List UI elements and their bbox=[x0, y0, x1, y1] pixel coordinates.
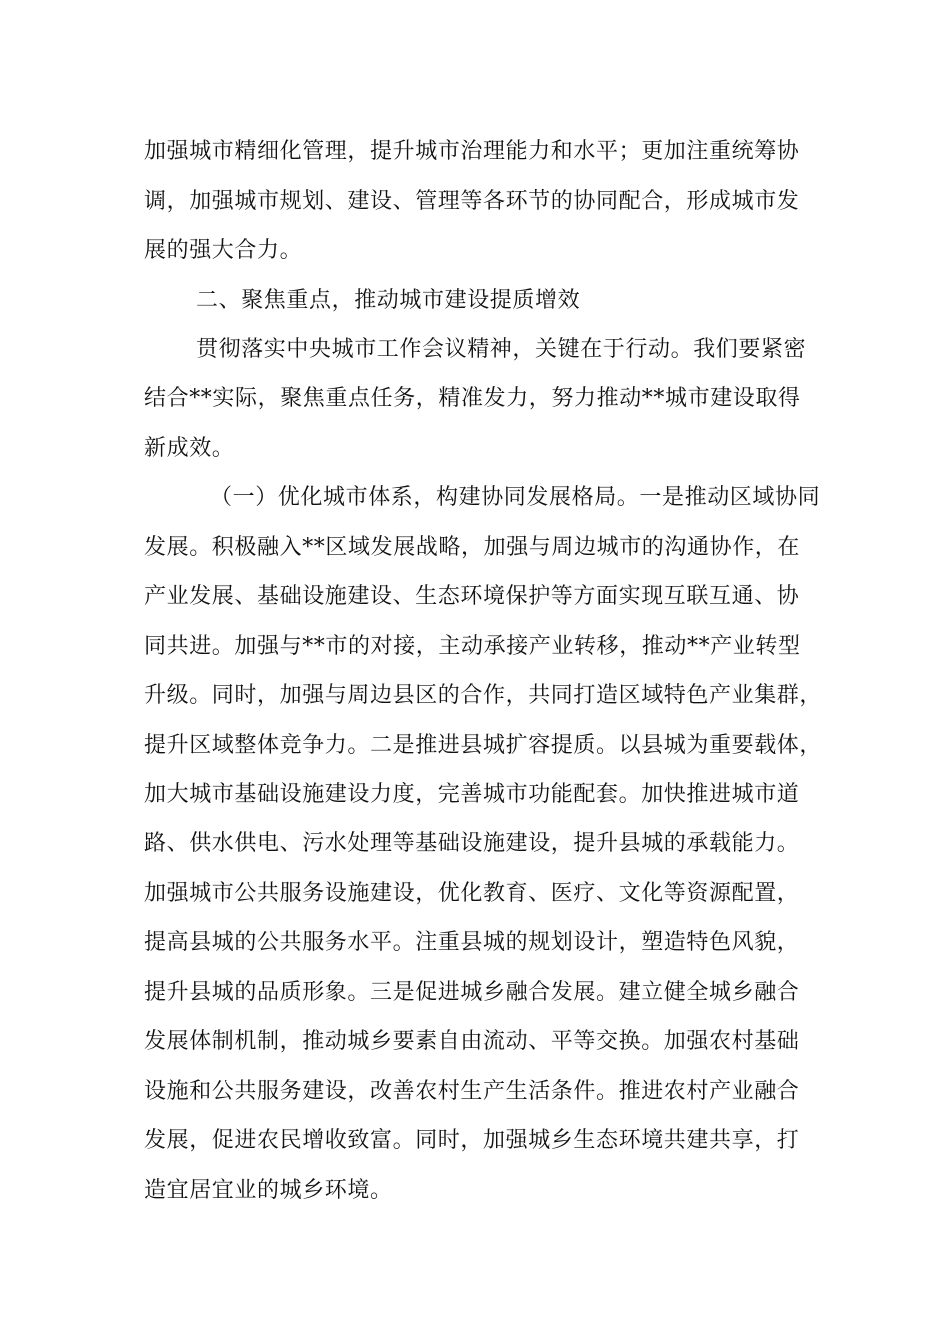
text-line: 加强城市精细化管理，提升城市治理能力和水平；更加注重统筹协 bbox=[144, 139, 800, 164]
section-heading: 二、聚焦重点，推动城市建设提质增效 bbox=[196, 288, 581, 313]
text-line: 造宜居宜业的城乡环境。 bbox=[144, 1178, 393, 1203]
text-line: 新成效。 bbox=[144, 436, 235, 461]
text-line: 加大城市基础设施建设力度，完善城市功能配套。加快推进城市道 bbox=[144, 782, 800, 807]
text-line: 提升县城的品质形象。三是促进城乡融合发展。建立健全城乡融合 bbox=[144, 980, 800, 1005]
text-line: 结合**实际，聚焦重点任务，精准发力，努力推动**城市建设取得 bbox=[144, 386, 801, 411]
text-line: 调，加强城市规划、建设、管理等各环节的协同配合，形成城市发 bbox=[144, 189, 800, 214]
subsection-heading: （一）优化城市体系，构建协同发展格局。一是推动区域协同 bbox=[210, 485, 821, 510]
text-line: 升级。同时，加强与周边县区的合作，共同打造区域特色产业集群， bbox=[144, 683, 823, 708]
text-line: 展的强大合力。 bbox=[144, 238, 303, 263]
text-line: 提高县城的公共服务水平。注重县城的规划设计，塑造特色风貌， bbox=[144, 930, 800, 955]
text-line: 路、供水供电、污水处理等基础设施建设，提升县城的承载能力。 bbox=[144, 831, 800, 856]
text-line: 同共进。加强与**市的对接，主动承接产业转移，推动**产业转型 bbox=[144, 634, 801, 659]
text-line: 产业发展、基础设施建设、生态环境保护等方面实现互联互通、协 bbox=[144, 584, 800, 609]
text-line: 贯彻落实中央城市工作会议精神，关键在于行动。我们要紧密 bbox=[196, 337, 807, 362]
text-line: 设施和公共服务建设，改善农村生产生活条件。推进农村产业融合 bbox=[144, 1079, 800, 1104]
text-line: 加强城市公共服务设施建设，优化教育、医疗、文化等资源配置， bbox=[144, 881, 800, 906]
text-line: 提升区域整体竞争力。二是推进县城扩容提质。以县城为重要载体， bbox=[144, 733, 823, 758]
text-line: 发展。积极融入**区域发展战略，加强与周边城市的沟通协作，在 bbox=[144, 535, 801, 560]
text-line: 发展，促进农民增收致富。同时，加强城乡生态环境共建共享，打 bbox=[144, 1128, 800, 1153]
text-line: 发展体制机制，推动城乡要素自由流动、平等交换。加强农村基础 bbox=[144, 1029, 800, 1054]
